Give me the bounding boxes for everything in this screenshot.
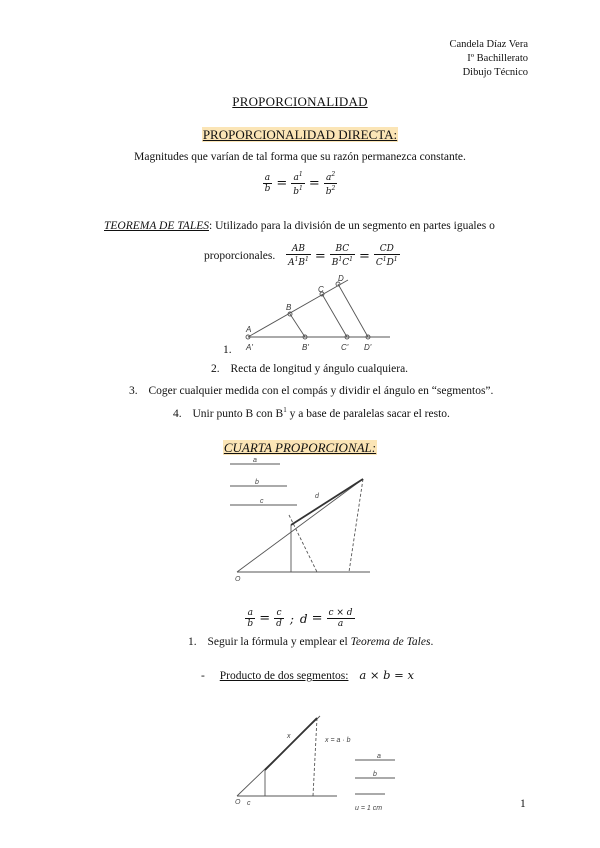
tales-label-B1: B' [302,343,309,352]
cuarta-step-1-num: 1. [188,636,197,648]
tales-label-A1: A' [246,343,253,352]
subject-name: Dibujo Técnico [462,67,528,78]
tales-label-A: A [246,325,252,334]
cuarta-step-1 [188,636,433,648]
producto-fig-O: O [235,799,241,806]
cuarta-step-1-text: Seguir la fórmula y emplear el [207,636,351,648]
producto-fig-c: c [247,800,251,807]
tales-figure [220,272,400,358]
definition-text: Magnitudes que varían de tal forma que su razón permanezca constante. [134,151,466,163]
section-title-directa-text: PROPORCIONALIDAD DIRECTA: [202,127,398,142]
section-title-directa [0,127,600,143]
producto-formula: a × b = x [359,668,414,682]
tales-label-B: B [286,303,292,312]
tales-paragraph [104,220,534,232]
tales-step-3-text: Coger cualquier medida con el compás y dividir el ángulo en “segmentos”. [148,385,494,397]
section-title-cuarta [0,440,600,456]
cuarta-figure [225,455,375,585]
tales-line2 [204,244,400,268]
producto-figure [225,708,395,823]
cuarta-label-c: c [260,498,264,505]
tales-step-4-num: 4. [173,407,182,420]
author-name: Candela Díaz Vera [449,39,528,50]
ratio-formula: $\frac{a}{b}$ = $\frac{a^1}{b^1}$ = $\frac{a^2}{b^2}$ [264,171,336,197]
tales-label-C1: C' [341,343,349,352]
tales-step-4-sup: 1 [283,406,287,414]
header-block [449,38,528,80]
producto-fig-a: a [377,753,381,760]
tales-step-4 [173,406,450,420]
producto-fig-u: u = 1 cm [355,805,383,812]
page-number: 1 [520,798,526,810]
tales-label: TEOREMA DE TALES [104,220,209,232]
producto-dash: - [201,670,205,682]
tales-step-1 [223,344,232,356]
tales-text-1: : Utilizado para la división de un segmento en partes iguales o [209,220,495,232]
tales-step-4-text: Unir punto B con B [192,407,284,420]
cuarta-label-O: O [235,576,241,583]
course-name: Iº Bachillerato [467,53,528,64]
producto-fig-formula: x = a · b [325,737,351,744]
cuarta-label-a: a [253,457,257,464]
tales-step-2-text: Recta de longitud y ángulo cualquiera. [230,363,409,375]
tales-formula: $\frac{AB}{A^1B^1}$ = $\frac{BC}{B^1C^1}$ = $\frac{CD}{C^1D^1}$ [288,244,398,268]
cuarta-step-1-italic: Teorema de Tales [350,636,431,648]
tales-step-2 [211,363,408,375]
tales-label-C: C [318,285,324,294]
cuarta-label-b: b [255,479,259,486]
tales-step-1-num: 1. [223,344,232,356]
tales-step-4-rest: y a base de paralelas sacar el resto. [286,407,450,420]
producto-fig-b: b [373,771,377,778]
page-title: PROPORCIONALIDAD [232,94,368,109]
tales-step-2-num: 2. [211,363,220,375]
producto-line [201,668,414,682]
tales-step-3-num: 3. [129,385,138,397]
cuarta-step-1-end: . [430,636,434,648]
tales-text-2: proporcionales. [204,250,276,262]
section-title-cuarta-text: CUARTA PROPORCIONAL: [223,440,377,455]
tales-step-3 [129,385,493,397]
producto-fig-x: x [287,733,291,740]
cuarta-label-d: d [315,493,319,500]
cuarta-formula: $\frac{a}{b}$ = $\frac{c}{d}$ ; d = $\frac{c \times d}{a}$ [247,608,353,629]
tales-label-D1: D' [364,343,372,352]
producto-label: Producto de dos segmentos: [219,670,349,682]
tales-label-D: D [338,274,344,283]
